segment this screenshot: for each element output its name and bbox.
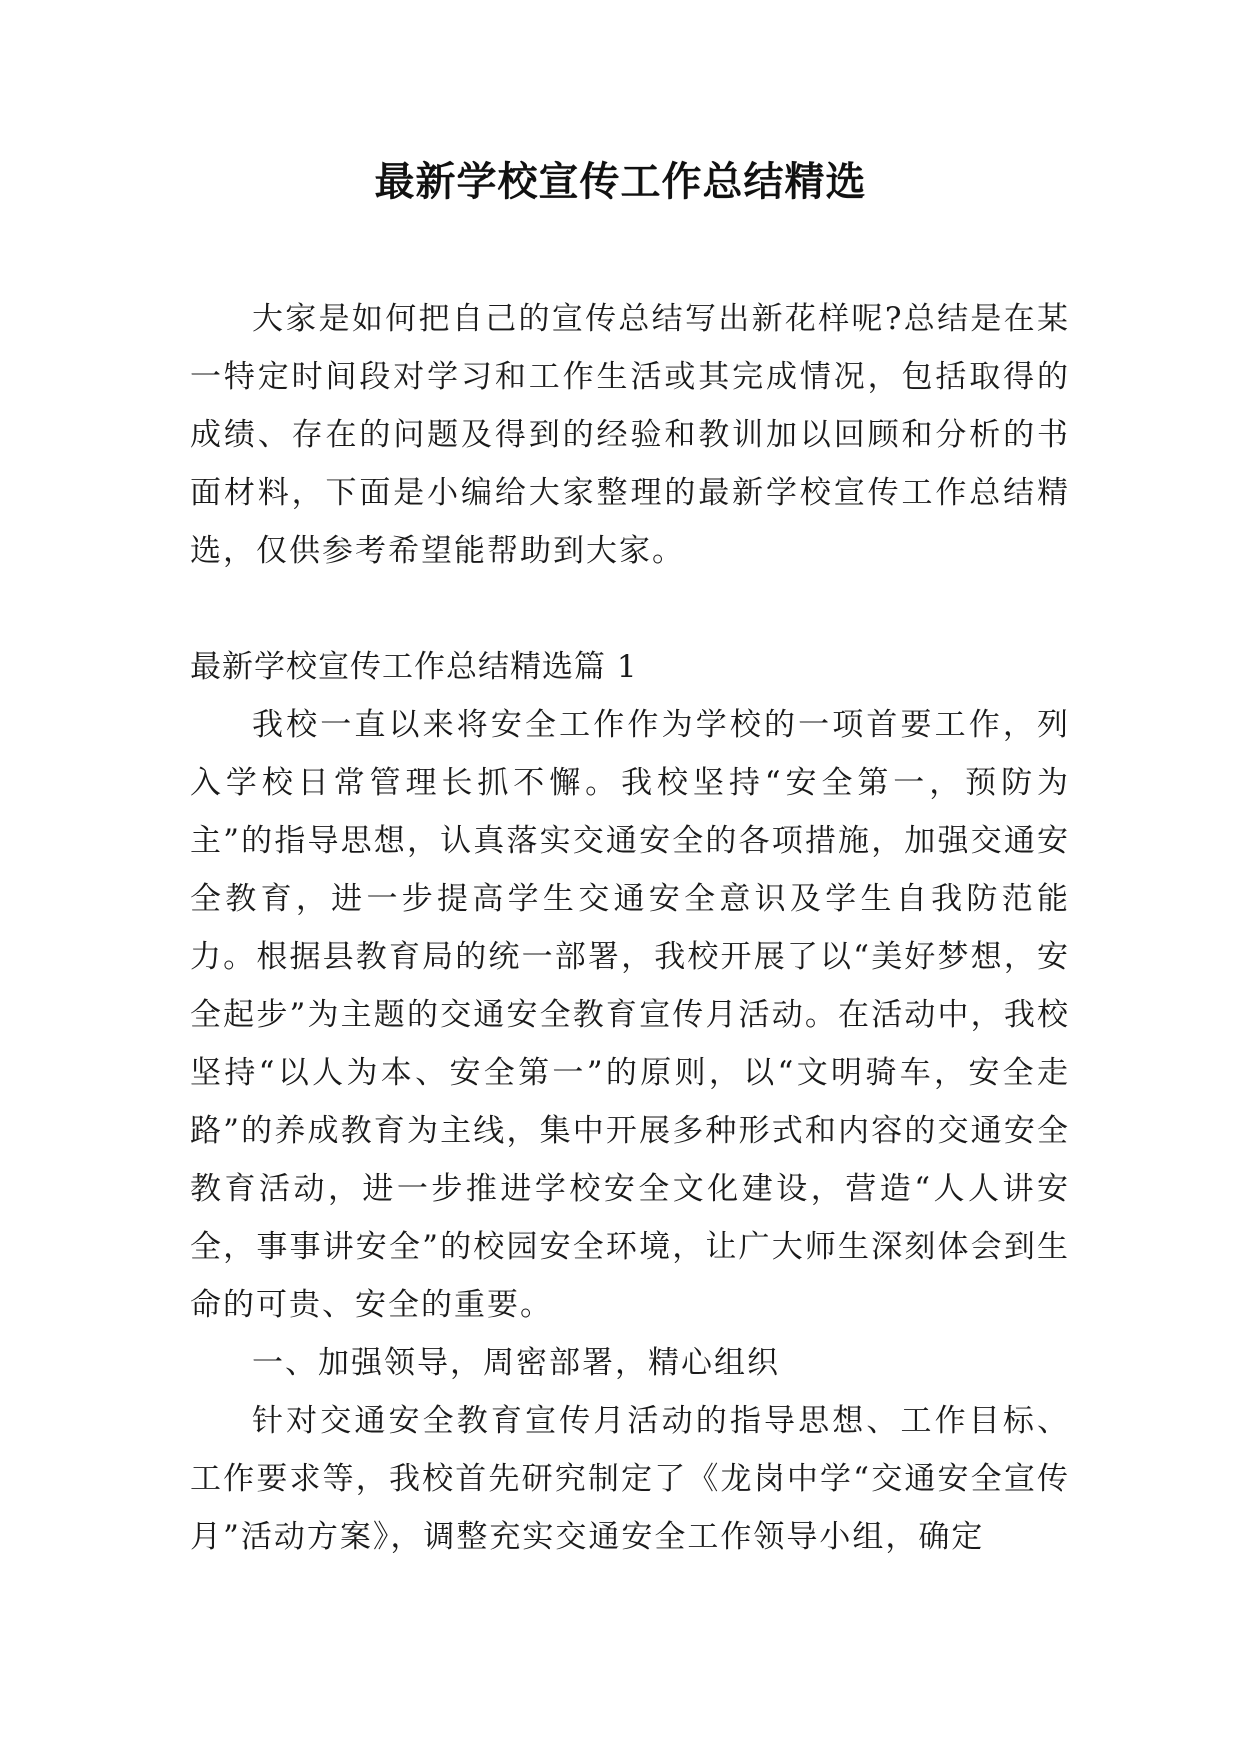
- intro-paragraph: 大家是如何把自己的宣传总结写出新花样呢?总结是在某一特定时间段对学习和工作生活或其完成情况，包括取得的成绩、存在的问题及得到的经验和教训加以回顾和分析的书面材料，下面是小编给大家整理的最新学校宣传工作总结精选，仅供参考希望能帮助到大家。: [190, 301, 1070, 569]
- section-title: 最新学校宣传工作总结精选篇 1: [190, 649, 638, 685]
- body-paragraph: 针对交通安全教育宣传月活动的指导思想、工作目标、工作要求等，我校首先研究制定了《龙岗中学“交通安全宣传月”活动方案》，调整充实交通安全工作领导小组，确定: [190, 1403, 1070, 1555]
- document-body: [190, 290, 1070, 1566]
- document-title: 最新学校宣传工作总结精选: [374, 158, 867, 205]
- section-heading: 一、加强领导，周密部署，精心组织: [252, 1345, 780, 1381]
- body-paragraph: 我校一直以来将安全工作作为学校的一项首要工作，列入学校日常管理长抓不懈。我校坚持“安全第一，预防为主”的指导思想，认真落实交通安全的各项措施，加强交通安全教育，进一步提高学生交通安全意识及学生自我防范能力。根据县教育局的统一部署，我校开展了以“美好梦想，安全起步”为主题的交通安全教育宣传月活动。在活动中，我校坚持“以人为本、安全第一”的原则，以“文明骑车，安全走路”的养成教育为主线，集中开展多种形式和内容的交通安全教育活动，进一步推进学校安全文化建设，营造“人人讲安全，事事讲安全”的校园安全环境，让广大师生深刻体会到生命的可贵、安全的重要。: [190, 707, 1070, 1323]
